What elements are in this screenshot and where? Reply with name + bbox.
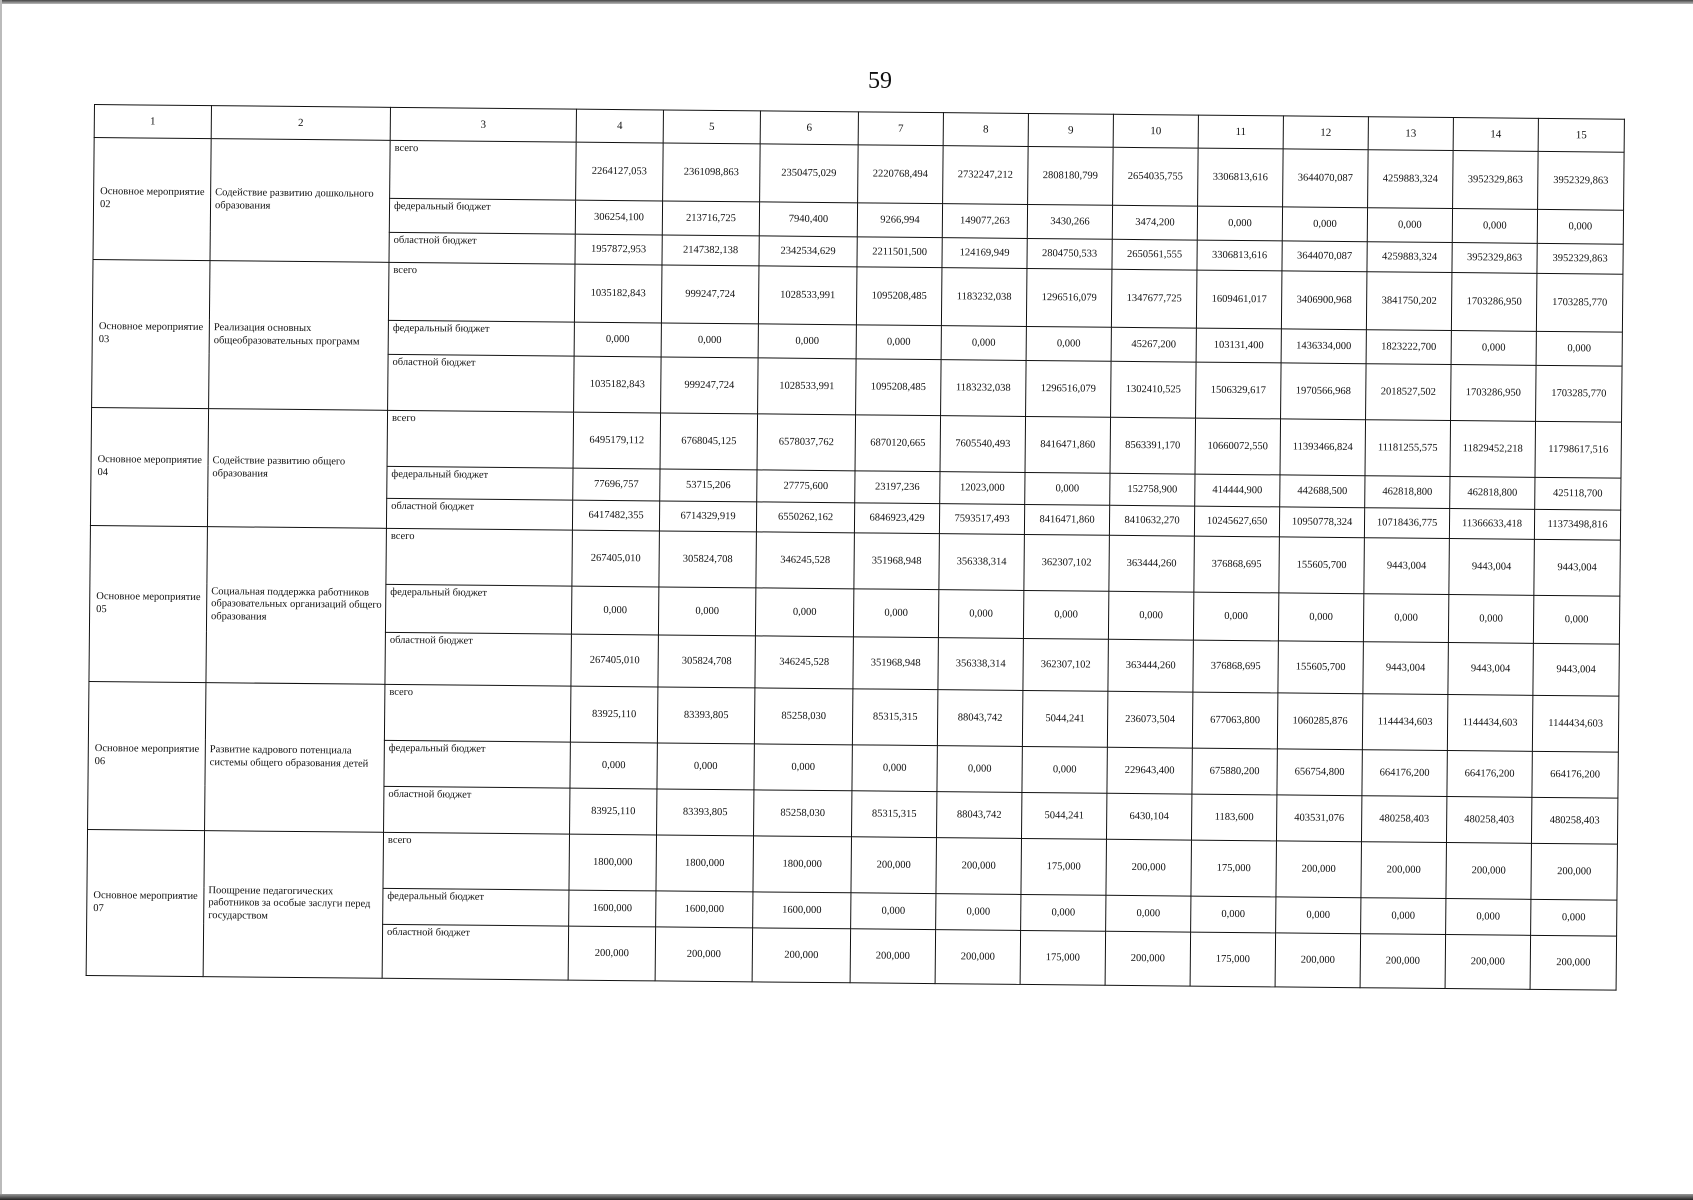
amount-cell: 677063,800 — [1192, 692, 1278, 749]
amount-cell: 200,000 — [1275, 933, 1361, 988]
amount-cell: 6768045,125 — [660, 413, 758, 470]
amount-cell: 664176,200 — [1532, 751, 1618, 798]
amount-cell: 0,000 — [657, 743, 754, 790]
amount-cell: 175,000 — [1021, 838, 1107, 895]
scan-edge-top — [0, 0, 1693, 4]
column-header: 15 — [1538, 118, 1624, 152]
amount-cell: 9266,994 — [857, 203, 942, 238]
amount-cell: 2147382,138 — [662, 235, 759, 266]
amount-cell: 1060285,876 — [1277, 693, 1363, 750]
amount-cell: 12023,000 — [940, 472, 1025, 505]
amount-cell: 1823222,700 — [1366, 330, 1451, 365]
amount-cell: 346245,528 — [755, 636, 853, 689]
amount-cell: 1183,600 — [1191, 794, 1276, 841]
amount-cell: 1144434,603 — [1447, 695, 1533, 752]
column-header: 6 — [760, 111, 858, 145]
column-header: 13 — [1368, 117, 1453, 151]
measure-title: Содействие развитию дошкольного образования — [210, 139, 390, 263]
amount-cell: 664176,200 — [1447, 751, 1532, 798]
amount-cell: 200,000 — [655, 927, 753, 982]
amount-cell: 442688,500 — [1280, 475, 1365, 508]
amount-cell: 0,000 — [758, 324, 856, 359]
amount-cell: 3430,266 — [1027, 204, 1112, 239]
amount-cell: 1703286,950 — [1451, 273, 1537, 332]
amount-cell: 0,000 — [1282, 207, 1367, 242]
amount-cell: 149077,263 — [942, 204, 1027, 239]
amount-cell: 0,000 — [1533, 595, 1619, 644]
amount-cell: 0,000 — [574, 322, 661, 357]
amount-cell: 1957872,953 — [575, 234, 662, 265]
table-body — [86, 105, 1624, 991]
funding-source: областной бюджет — [382, 924, 569, 980]
amount-cell: 1144434,603 — [1362, 694, 1448, 751]
amount-cell: 0,000 — [1531, 899, 1617, 936]
amount-cell: 3644070,087 — [1283, 149, 1369, 208]
amount-cell: 200,000 — [1446, 843, 1532, 900]
amount-cell: 0,000 — [938, 590, 1023, 639]
amount-cell: 2654035,755 — [1113, 147, 1199, 206]
amount-cell: 10950778,324 — [1279, 507, 1364, 538]
amount-cell: 7940,400 — [759, 202, 857, 237]
amount-cell: 675880,200 — [1192, 748, 1277, 795]
amount-cell: 462818,800 — [1365, 476, 1450, 509]
amount-cell: 85315,315 — [852, 791, 937, 838]
amount-cell: 8416471,860 — [1024, 504, 1109, 535]
amount-cell: 9443,004 — [1534, 539, 1621, 596]
amount-cell: 1035182,843 — [574, 356, 662, 413]
amount-cell: 999247,724 — [661, 265, 759, 324]
amount-cell: 5044,241 — [1022, 690, 1108, 747]
amount-cell: 1800,000 — [753, 836, 852, 893]
funding-source: всего — [390, 140, 577, 200]
amount-cell: 88043,742 — [936, 792, 1021, 839]
page-number: 59 — [868, 68, 892, 94]
funding-source: всего — [384, 684, 571, 742]
column-header: 10 — [1113, 114, 1198, 148]
amount-cell: 2650561,555 — [1112, 239, 1197, 270]
amount-cell: 5044,241 — [1021, 792, 1106, 839]
amount-cell: 1028533,991 — [758, 266, 857, 325]
amount-cell: 0,000 — [1363, 594, 1448, 643]
amount-cell: 0,000 — [1452, 209, 1537, 244]
amount-cell: 480258,403 — [1446, 797, 1531, 844]
amount-cell: 362307,102 — [1024, 534, 1110, 591]
amount-cell: 267405,010 — [571, 634, 658, 687]
amount-cell: 200,000 — [851, 837, 937, 894]
amount-cell: 200,000 — [1445, 935, 1531, 990]
amount-cell: 1800,000 — [656, 835, 754, 892]
amount-cell: 8410632,270 — [1109, 505, 1194, 536]
amount-cell: 0,000 — [1021, 894, 1106, 931]
amount-cell: 656754,800 — [1277, 749, 1362, 796]
amount-cell: 1302410,525 — [1111, 361, 1197, 418]
amount-cell: 2264127,053 — [576, 142, 664, 201]
amount-cell: 0,000 — [937, 746, 1022, 793]
amount-cell: 77696,757 — [573, 468, 660, 501]
amount-cell: 0,000 — [1536, 331, 1622, 366]
amount-cell: 999247,724 — [661, 357, 759, 414]
amount-cell: 200,000 — [1530, 935, 1617, 990]
amount-cell: 1296516,079 — [1026, 268, 1112, 327]
amount-cell: 7605540,493 — [940, 416, 1026, 473]
amount-cell: 6550262,162 — [756, 502, 854, 533]
amount-cell: 6714329,919 — [659, 501, 756, 532]
amount-cell: 3406900,968 — [1281, 271, 1367, 330]
amount-cell: 1183232,038 — [941, 360, 1027, 417]
amount-cell: 0,000 — [851, 893, 936, 930]
amount-cell: 6430,104 — [1106, 793, 1191, 840]
amount-cell: 11181255,575 — [1365, 420, 1451, 477]
amount-cell: 53715,206 — [660, 469, 757, 502]
amount-cell: 2211501,500 — [857, 237, 942, 268]
column-header: 14 — [1453, 118, 1538, 152]
amount-cell: 403531,076 — [1276, 795, 1361, 842]
amount-cell: 363444,260 — [1108, 639, 1193, 692]
amount-cell: 1609461,017 — [1196, 270, 1282, 329]
measure-code: Основное мероприятие 05 — [89, 525, 207, 682]
amount-cell: 0,000 — [1022, 746, 1107, 793]
measure-code: Основное мероприятие 04 — [90, 407, 208, 526]
amount-cell: 11373498,816 — [1534, 509, 1620, 540]
scan-edge-bottom — [0, 1194, 1693, 1200]
amount-cell: 2220768,494 — [858, 145, 944, 204]
funding-source: федеральный бюджет — [387, 466, 573, 500]
amount-cell: 200,000 — [1361, 842, 1447, 899]
amount-cell: 2732247,212 — [943, 146, 1029, 205]
amount-cell: 306254,100 — [575, 200, 662, 235]
amount-cell: 200,000 — [850, 929, 936, 984]
measure-title: Реализация основных общеобразовательных программ — [209, 261, 389, 411]
measure-title: Социальная поддержка работников образовательных организаций общего образования — [206, 527, 386, 685]
amount-cell: 155605,700 — [1278, 641, 1363, 694]
amount-cell: 0,000 — [1191, 896, 1276, 933]
amount-cell: 1436334,000 — [1281, 329, 1366, 364]
amount-cell: 85258,030 — [754, 790, 852, 837]
amount-cell: 155605,700 — [1279, 537, 1365, 594]
amount-cell: 0,000 — [570, 742, 657, 789]
amount-cell: 85315,315 — [852, 689, 938, 746]
amount-cell: 11393466,824 — [1280, 419, 1366, 476]
amount-cell: 8563391,170 — [1110, 417, 1196, 474]
amount-cell: 0,000 — [754, 744, 852, 791]
column-header: 4 — [576, 109, 663, 143]
amount-cell: 3952329,863 — [1538, 151, 1625, 210]
amount-cell: 200,000 — [568, 926, 656, 981]
funding-source: всего — [386, 528, 573, 586]
column-header: 8 — [943, 113, 1028, 147]
amount-cell: 7593517,493 — [939, 504, 1024, 535]
amount-cell: 0,000 — [1025, 472, 1110, 505]
amount-cell: 363444,260 — [1109, 535, 1195, 592]
amount-cell: 351968,948 — [854, 533, 940, 590]
amount-cell: 0,000 — [1446, 899, 1531, 936]
amount-cell: 23197,236 — [855, 471, 940, 504]
amount-cell: 2808180,799 — [1028, 146, 1114, 205]
amount-cell: 27775,600 — [757, 470, 855, 503]
amount-cell: 1600,000 — [656, 891, 753, 928]
amount-cell: 200,000 — [1276, 841, 1362, 898]
amount-cell: 1296516,079 — [1026, 360, 1112, 417]
amount-cell: 200,000 — [1105, 931, 1191, 986]
amount-cell: 1703285,770 — [1536, 365, 1623, 422]
funding-source: областной бюджет — [384, 786, 570, 834]
amount-cell: 1095208,485 — [856, 359, 942, 416]
amount-cell: 346245,528 — [756, 532, 855, 589]
amount-cell: 376868,695 — [1194, 536, 1280, 593]
amount-cell: 45267,200 — [1111, 327, 1196, 362]
amount-cell: 10245627,650 — [1194, 506, 1279, 537]
amount-cell: 0,000 — [1193, 592, 1278, 641]
amount-cell: 0,000 — [755, 588, 853, 637]
column-header: 11 — [1198, 115, 1283, 149]
amount-cell: 356338,314 — [939, 534, 1025, 591]
amount-cell: 83393,805 — [657, 789, 754, 836]
amount-cell: 414444,900 — [1195, 474, 1280, 507]
amount-cell: 3306813,616 — [1198, 148, 1284, 207]
amount-cell: 229643,400 — [1107, 747, 1192, 794]
amount-cell: 85258,030 — [754, 688, 853, 745]
amount-cell: 0,000 — [1106, 895, 1191, 932]
amount-cell: 425118,700 — [1535, 477, 1621, 510]
amount-cell: 6495179,112 — [573, 412, 661, 469]
budget-table — [86, 104, 1625, 991]
amount-cell: 3952329,863 — [1452, 243, 1537, 274]
column-header: 9 — [1028, 113, 1113, 147]
amount-cell: 83393,805 — [657, 687, 755, 744]
amount-cell: 0,000 — [1367, 208, 1452, 243]
funding-source: федеральный бюджет — [383, 888, 569, 926]
measure-code: Основное мероприятие 02 — [93, 138, 211, 261]
amount-cell: 1183232,038 — [941, 268, 1027, 327]
amount-cell: 0,000 — [1026, 326, 1111, 361]
amount-cell: 11829452,218 — [1450, 421, 1536, 478]
amount-cell: 213716,725 — [662, 201, 759, 236]
amount-cell: 152758,900 — [1110, 473, 1195, 506]
column-header: 5 — [663, 110, 760, 144]
amount-cell: 1703286,950 — [1451, 365, 1537, 422]
funding-source: областной бюджет — [388, 354, 575, 412]
amount-cell: 480258,403 — [1361, 796, 1446, 843]
amount-cell: 200,000 — [1360, 934, 1446, 989]
amount-cell: 2018527,502 — [1366, 364, 1452, 421]
measure-code: Основное мероприятие 03 — [92, 259, 210, 408]
amount-cell: 175,000 — [1190, 932, 1276, 987]
amount-cell: 83925,110 — [570, 788, 657, 835]
amount-cell: 200,000 — [1531, 843, 1618, 900]
funding-source: федеральный бюджет — [388, 320, 574, 356]
amount-cell: 0,000 — [853, 589, 938, 638]
amount-cell: 362307,102 — [1023, 638, 1108, 691]
amount-cell: 1035182,843 — [574, 264, 662, 323]
amount-cell: 0,000 — [1451, 331, 1536, 366]
amount-cell: 3474,200 — [1112, 205, 1197, 240]
amount-cell: 11366633,418 — [1449, 509, 1534, 540]
amount-cell: 0,000 — [1278, 593, 1363, 642]
amount-cell: 175,000 — [1020, 930, 1106, 985]
amount-cell: 0,000 — [941, 326, 1026, 361]
measure-title: Развитие кадрового потенциала системы общего образования детей — [205, 683, 385, 833]
funding-source: федеральный бюджет — [385, 584, 571, 634]
amount-cell: 88043,742 — [937, 690, 1023, 747]
measure-code: Основное мероприятие 07 — [86, 829, 204, 976]
amount-cell: 1095208,485 — [856, 267, 942, 326]
funding-source: всего — [388, 262, 575, 322]
amount-cell: 9443,004 — [1448, 643, 1533, 696]
amount-cell: 1506329,617 — [1196, 362, 1282, 419]
funding-source: областной бюджет — [386, 498, 572, 530]
amount-cell: 3952329,863 — [1537, 243, 1623, 274]
amount-cell: 200,000 — [935, 930, 1021, 985]
column-header: 12 — [1283, 116, 1368, 150]
funding-source: федеральный бюджет — [384, 740, 570, 788]
funding-source: областной бюджет — [389, 232, 575, 264]
amount-cell: 236073,504 — [1107, 691, 1193, 748]
measure-title: Содействие развитию общего образования — [207, 409, 387, 529]
amount-cell: 10718436,775 — [1364, 508, 1449, 539]
amount-cell: 0,000 — [658, 587, 755, 636]
funding-source: всего — [387, 410, 574, 468]
amount-cell: 305824,708 — [658, 635, 755, 688]
measure-title: Поощрение педагогических работников за особые заслуги перед государством — [203, 831, 383, 979]
amount-cell: 200,000 — [1106, 839, 1192, 896]
amount-cell: 6417482,355 — [572, 500, 659, 531]
column-header: 3 — [390, 107, 576, 142]
amount-cell: 175,000 — [1191, 840, 1277, 897]
amount-cell: 9443,004 — [1364, 538, 1450, 595]
amount-cell: 11798617,516 — [1535, 421, 1622, 478]
amount-cell: 0,000 — [1197, 206, 1282, 241]
amount-cell: 0,000 — [661, 323, 758, 358]
funding-source: федеральный бюджет — [389, 198, 575, 234]
amount-cell: 83925,110 — [570, 686, 658, 743]
amount-cell: 462818,800 — [1450, 477, 1535, 510]
amount-cell: 9443,004 — [1363, 642, 1448, 695]
amount-cell: 0,000 — [1361, 898, 1446, 935]
amount-cell: 4259883,324 — [1368, 150, 1454, 209]
amount-cell: 9443,004 — [1449, 539, 1535, 596]
amount-cell: 3306813,616 — [1197, 240, 1282, 271]
amount-cell: 9443,004 — [1533, 643, 1619, 696]
amount-cell: 2804750,533 — [1027, 238, 1112, 269]
amount-cell: 351968,948 — [853, 637, 938, 690]
amount-cell: 1028533,991 — [758, 358, 857, 415]
funding-source: всего — [383, 832, 570, 890]
amount-cell: 267405,010 — [572, 530, 660, 587]
amount-cell: 3841750,202 — [1366, 272, 1452, 331]
amount-cell: 0,000 — [1448, 595, 1533, 644]
amount-cell: 4259883,324 — [1367, 242, 1452, 273]
amount-cell: 1600,000 — [753, 892, 851, 929]
column-header: 1 — [94, 105, 211, 139]
amount-cell: 1347677,725 — [1111, 269, 1197, 328]
amount-cell: 305824,708 — [659, 531, 757, 588]
amount-cell: 0,000 — [856, 325, 941, 360]
amount-cell: 200,000 — [936, 838, 1022, 895]
amount-cell: 2342534,629 — [759, 236, 857, 267]
amount-cell: 0,000 — [1537, 209, 1623, 244]
amount-cell: 2361098,863 — [663, 143, 761, 202]
amount-cell: 1600,000 — [569, 890, 656, 927]
amount-cell: 480258,403 — [1531, 797, 1617, 844]
amount-cell: 2350475,029 — [760, 144, 859, 203]
amount-cell: 356338,314 — [938, 638, 1023, 691]
amount-cell: 0,000 — [1276, 897, 1361, 934]
amount-cell: 1800,000 — [569, 834, 657, 891]
amount-cell: 376868,695 — [1193, 640, 1278, 693]
amount-cell: 10660072,550 — [1195, 418, 1281, 475]
amount-cell: 6578037,762 — [757, 414, 856, 471]
amount-cell: 103131,400 — [1196, 328, 1281, 363]
amount-cell: 8416471,860 — [1025, 416, 1111, 473]
amount-cell: 124169,949 — [942, 238, 1027, 269]
funding-source: областной бюджет — [385, 632, 571, 686]
amount-cell: 1144434,603 — [1532, 695, 1619, 752]
column-header: 2 — [211, 106, 390, 141]
scan-edge-left — [0, 0, 2, 1200]
amount-cell: 6846923,429 — [854, 503, 939, 534]
amount-cell: 0,000 — [936, 894, 1021, 931]
column-header: 7 — [858, 112, 943, 146]
amount-cell: 6870120,665 — [855, 415, 941, 472]
amount-cell: 3952329,863 — [1453, 151, 1539, 210]
amount-cell: 1703285,770 — [1536, 273, 1623, 332]
amount-cell: 1970566,968 — [1281, 363, 1367, 420]
amount-cell: 0,000 — [1023, 590, 1108, 639]
amount-cell: 0,000 — [571, 586, 658, 635]
amount-cell: 0,000 — [852, 745, 937, 792]
amount-cell: 200,000 — [752, 928, 851, 983]
amount-cell: 664176,200 — [1362, 750, 1447, 797]
amount-cell: 3644070,087 — [1282, 241, 1367, 272]
amount-cell: 0,000 — [1108, 591, 1193, 640]
measure-code: Основное мероприятие 06 — [88, 681, 206, 830]
